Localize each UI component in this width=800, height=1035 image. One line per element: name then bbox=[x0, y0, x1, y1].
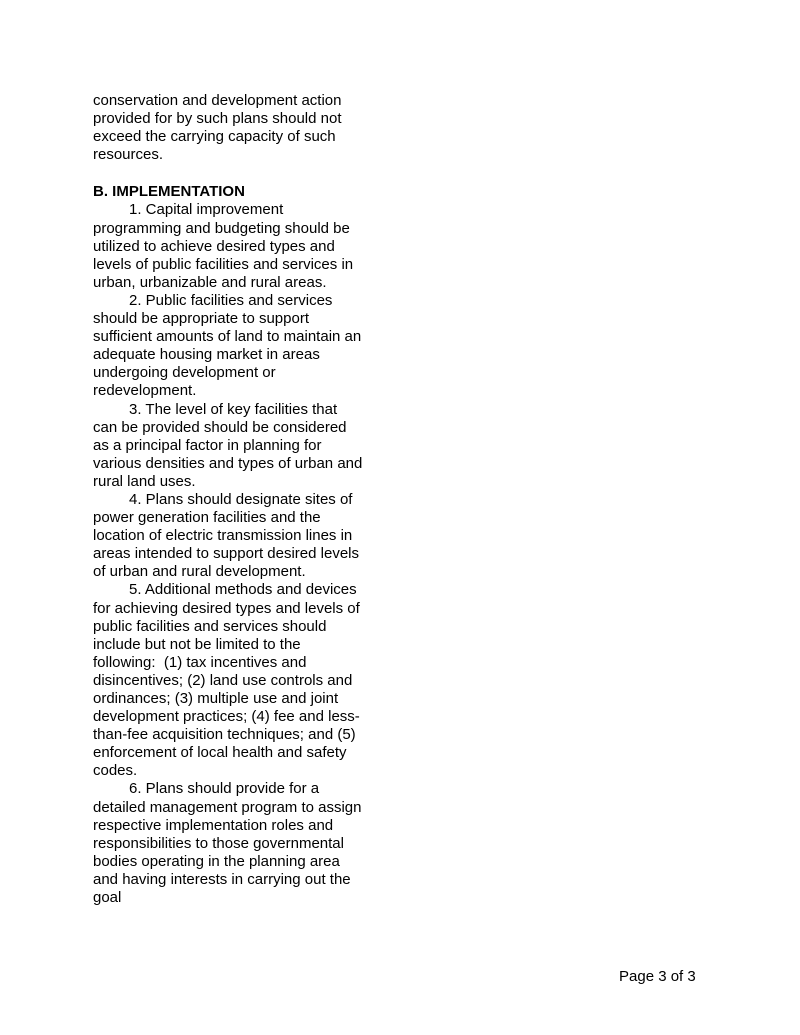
page-number-indicator: Page 3 of 3 bbox=[619, 968, 696, 985]
section-heading-implementation: B. IMPLEMENTATION bbox=[93, 183, 245, 201]
numbered-paragraph-5: 5. Additional methods and devices for achieving desired types and levels of public facilities and services should include but not be limited to the following: (1) tax incentives and disincentives; (2) land use controls and ordinances; (3) multiple use and joint development practices; (4) fee and less-than-fee acquisition techniques; and (5) enforcement of local health and safety codes. bbox=[93, 581, 364, 780]
numbered-paragraph-2: 2. Public facilities and services should be appropriate to support sufficient amounts of land to maintain an adequate housing market in areas undergoing development or redevelopment. bbox=[93, 291, 366, 400]
paragraph-continuation: conservation and development action provided for by such plans should not exceed the carrying capacity of such resources. bbox=[93, 92, 346, 164]
numbered-paragraph-4: 4. Plans should designate sites of power generation facilities and the location of electric transmission lines in areas intended to support desired levels of urban and rural development. bbox=[93, 490, 364, 581]
numbered-paragraph-6: 6. Plans should provide for a detailed management program to assign respective implementation roles and responsibilities to those governmental bodies operating in the planning area and having interests in carrying out the goal bbox=[93, 780, 366, 907]
numbered-paragraph-1: 1. Capital improvement programming and budgeting should be utilized to achieve desired types and levels of public facilities and services in urban, urbanizable and rural areas. bbox=[93, 201, 358, 291]
text-column bbox=[93, 92, 367, 907]
numbered-paragraph-3: 3. The level of key facilities that can be provided should be considered as a principal factor in planning for various densities and types of urban and rural land uses. bbox=[93, 400, 367, 490]
